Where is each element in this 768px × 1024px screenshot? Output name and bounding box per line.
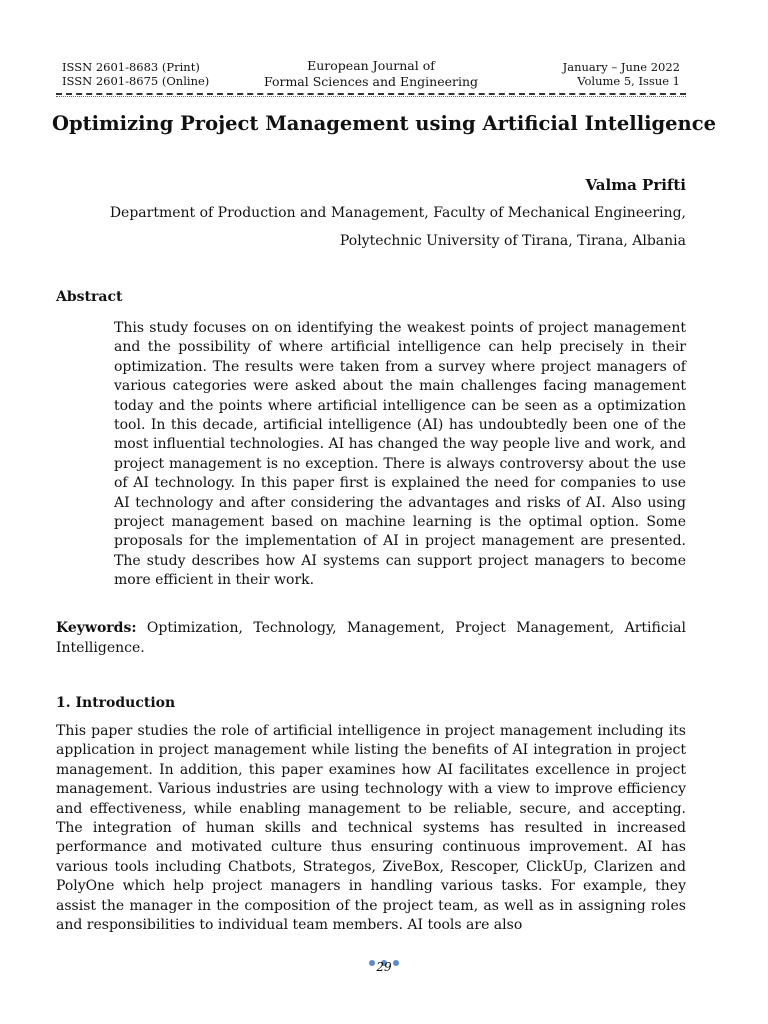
journal-name-line2: Formal Sciences and Engineering: [263, 74, 479, 89]
keywords-label: Keywords:: [56, 620, 137, 636]
header-divider: [56, 93, 686, 95]
issue-block: [563, 60, 680, 88]
affiliation-line1: Department of Production and Management, Faculty of Mechanical Engineering,: [109, 205, 686, 221]
issn-online: ISSN 2601-8675 (Online): [62, 74, 210, 88]
issue-date: January – June 2022: [562, 60, 680, 74]
header-divider-secondary: [56, 96, 686, 97]
page-number: 29: [376, 960, 392, 974]
keywords-text: Optimization, Technology, Management, Project Management, Artificial Intelligence.: [56, 620, 686, 656]
section-heading-introduction: 1. Introduction: [56, 695, 176, 711]
abstract-heading: Abstract: [56, 289, 123, 305]
abstract-text: This study focuses on on identifying the weakest points of project management and the possibility of where artificial intelligence can help precisely in their optimization. The results were taken from a survey where project managers of various categories were asked about the main challenges facing management today and the points where artificial intelligence can be seen as a optimization tool. In this decade, artificial intelligence (AI) has undoubtedly been one of the most influential technologies. AI has changed the way people live and work, and project management is no exception. There is always controversy about the use of AI technology. In this paper first is explained the need for companies to use AI technology and after considering the advantages and risks of AI. Also using project management based on machine learning is the optimal option. Some proposals for the implementation of AI in project management are presented. The study describes how AI systems can support project managers to become more efficient in their work.: [114, 320, 686, 589]
issue-volume: Volume 5, Issue 1: [577, 74, 680, 88]
journal-name-line1: European Journal of: [307, 58, 435, 73]
paper-title: Optimizing Project Management using Artificial Intelligence: [51, 112, 717, 135]
issn-print: ISSN 2601-8683 (Print): [62, 60, 200, 74]
journal-header: [56, 58, 686, 92]
introduction-text: This paper studies the role of artificial intelligence in project management including its application in project management while listing the benefits of AI integration in project management. In addition, this paper examines how AI facilitates excellence in project management. Various industries are using technology with a view to improve efficiency and effectiveness, while enabling management to be reliable, secure, and accepting. The integration of human skills and technical systems has resulted in increased performance and motivated culture thus ensuring continuous improvement. AI has various tools including Chatbots, Strategos, ZiveBox, Rescoper, ClickUp, Clarizen and PolyOne which help project managers in handling various tasks. For example, they assist the manager in the composition of the project team, as well as in assigning roles and responsibilities to individual team members. AI tools are also: [56, 723, 686, 934]
author-name: Valma Prifti: [585, 176, 686, 194]
affiliation-line2: Polytechnic University of Tirana, Tirana, Albania: [339, 233, 686, 249]
keywords-paragraph: [56, 618, 686, 658]
